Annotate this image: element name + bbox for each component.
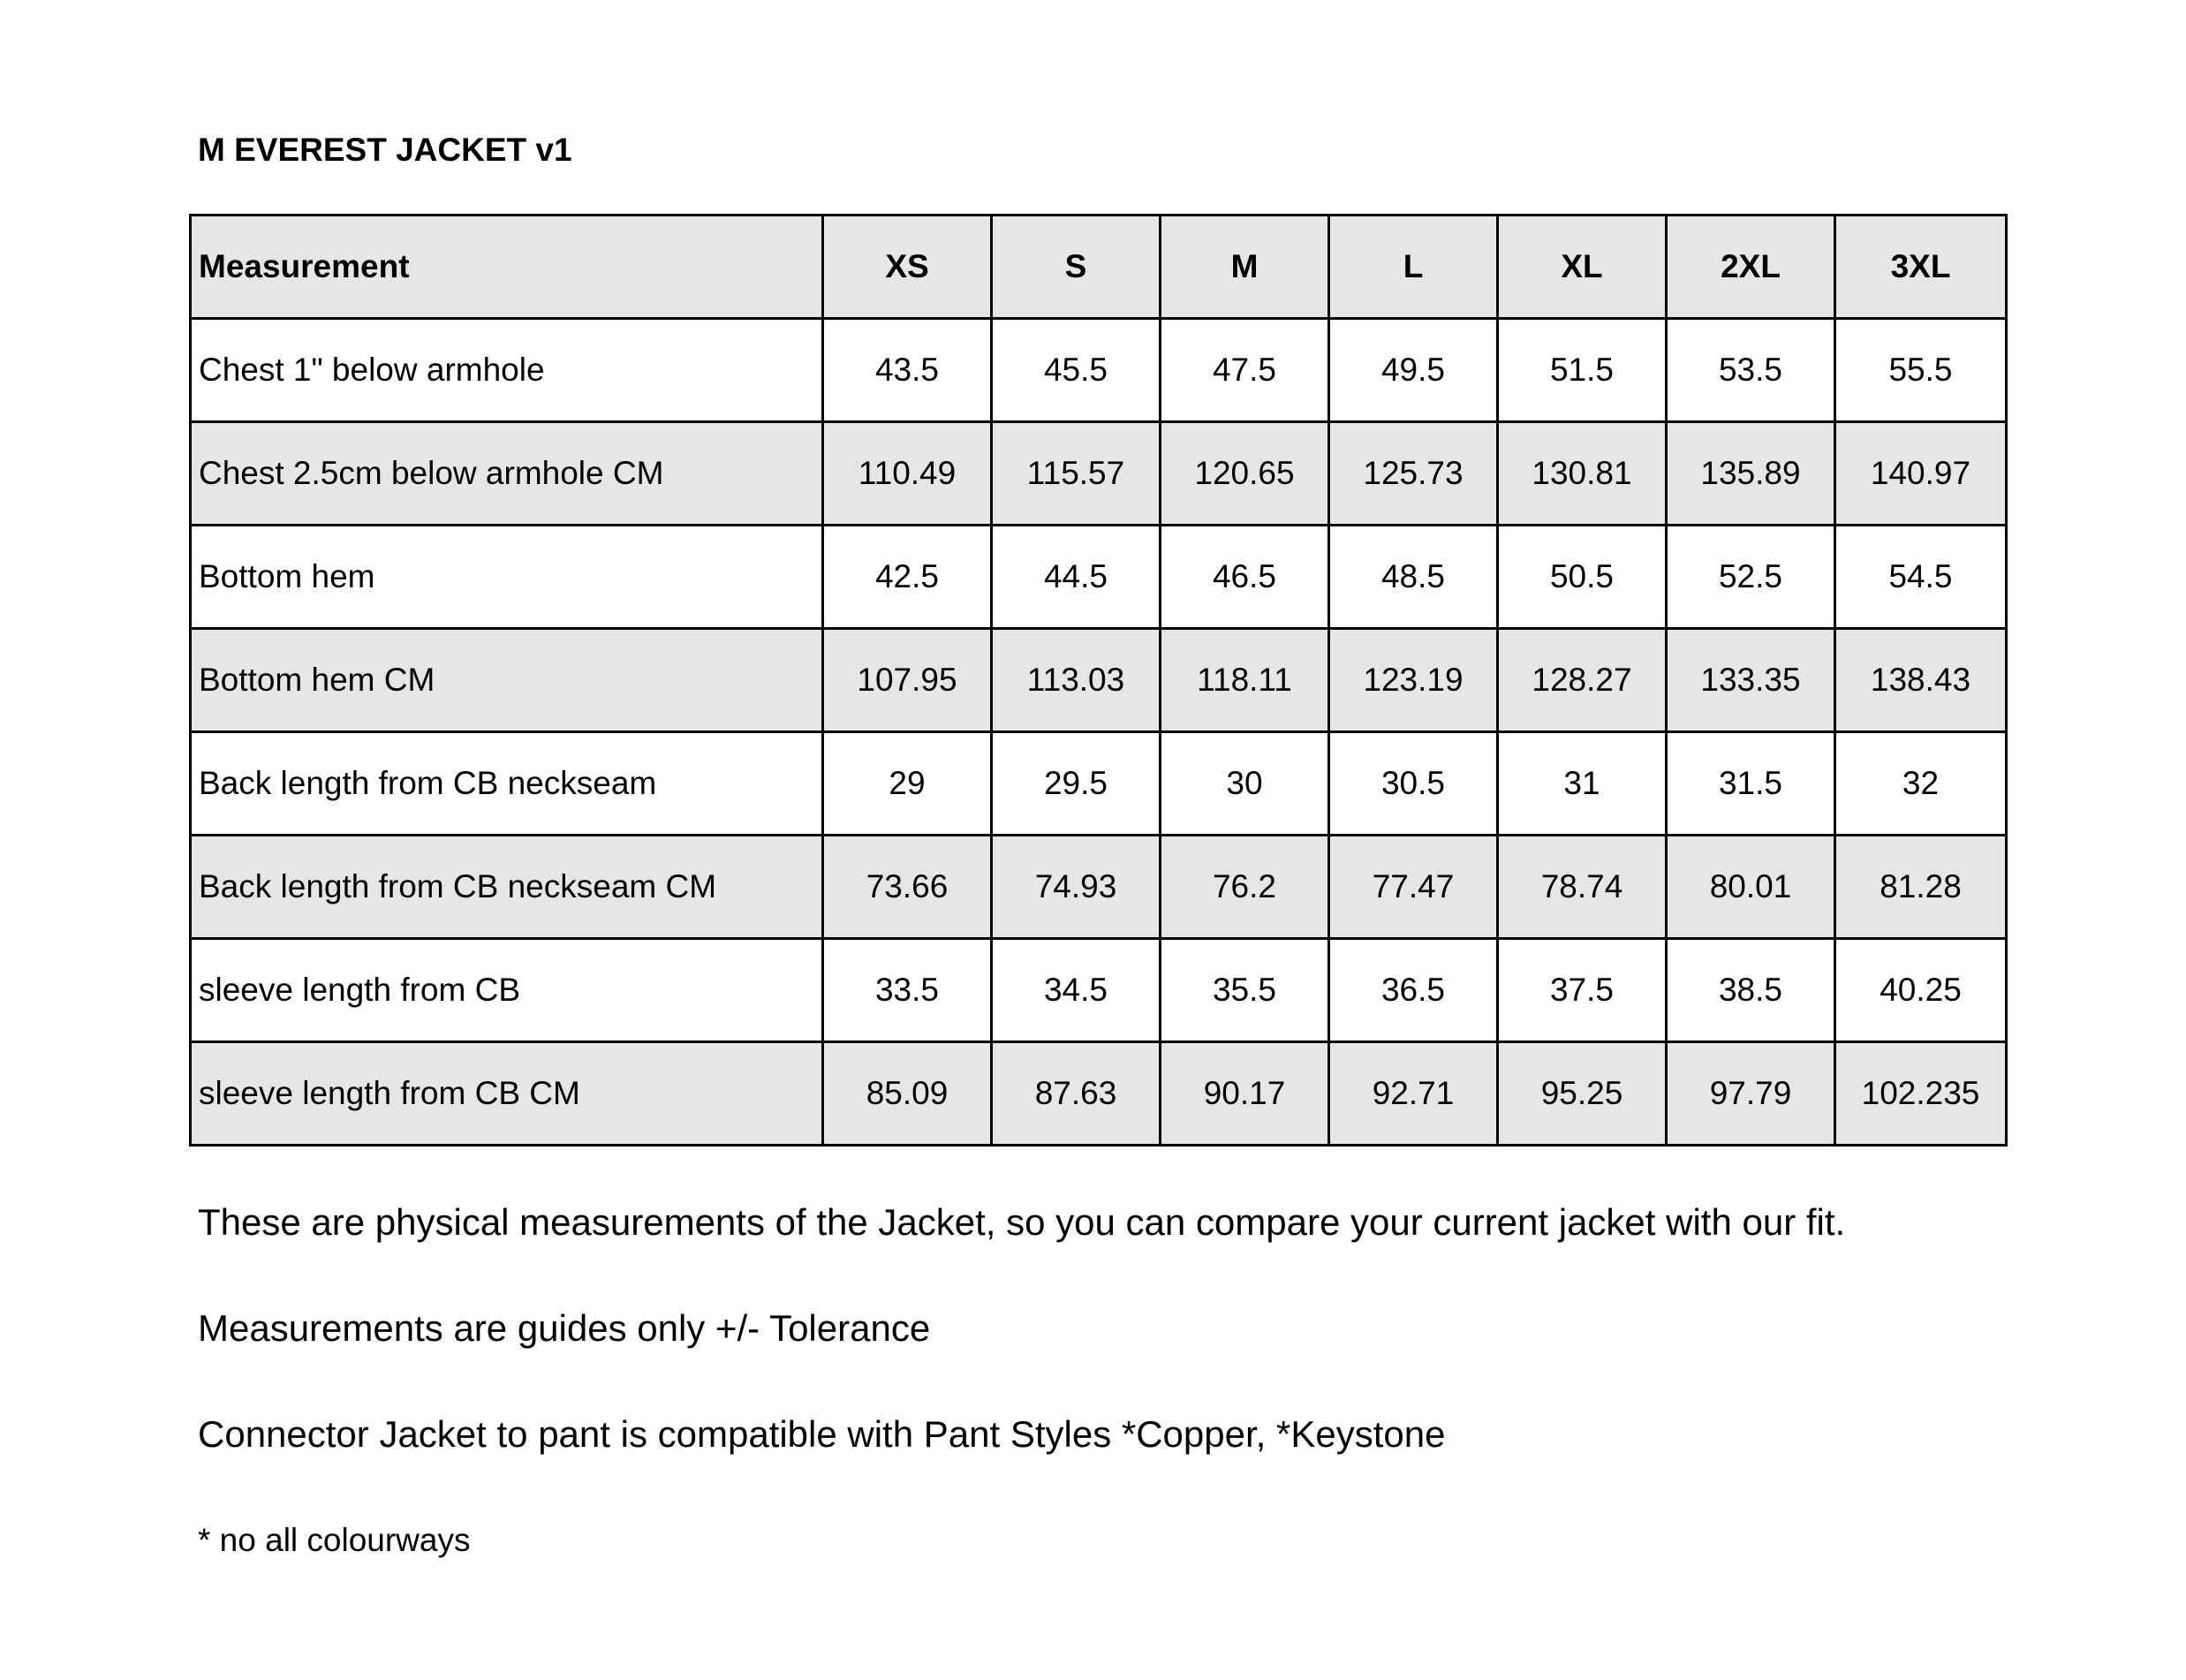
table-cell: 77.47 — [1329, 836, 1498, 939]
table-row — [191, 1042, 2007, 1146]
table-cell: 76.2 — [1161, 836, 1329, 939]
table-cell: 80.01 — [1667, 836, 1835, 939]
table-row — [191, 629, 2007, 732]
table-cell: 46.5 — [1161, 526, 1329, 629]
table-cell: 42.5 — [823, 526, 992, 629]
table-header-row — [191, 216, 2007, 319]
table-cell: 90.17 — [1161, 1042, 1329, 1146]
table-cell: 92.71 — [1329, 1042, 1498, 1146]
table-cell: 113.03 — [992, 629, 1161, 732]
table-cell: 87.63 — [992, 1042, 1161, 1146]
table-cell: 78.74 — [1498, 836, 1667, 939]
note-connector-compatibility: Connector Jacket to pant is compatible with Pant Styles *Copper, *Keystone — [198, 1413, 1446, 1455]
table-cell: 35.5 — [1161, 939, 1329, 1042]
table-cell: 140.97 — [1835, 422, 2007, 526]
table-cell: 128.27 — [1498, 629, 1667, 732]
column-header-size: 3XL — [1835, 216, 2007, 319]
table-cell: 47.5 — [1161, 319, 1329, 422]
table-cell: 29 — [823, 732, 992, 836]
table-cell: 43.5 — [823, 319, 992, 422]
table-cell: 49.5 — [1329, 319, 1498, 422]
table-cell: 29.5 — [992, 732, 1161, 836]
table-cell: 135.89 — [1667, 422, 1835, 526]
table-cell: 50.5 — [1498, 526, 1667, 629]
page-title: M EVEREST JACKET v1 — [198, 132, 572, 168]
table-cell: 36.5 — [1329, 939, 1498, 1042]
row-label: sleeve length from CB CM — [191, 1042, 823, 1146]
table-row — [191, 836, 2007, 939]
table-cell: 44.5 — [992, 526, 1161, 629]
size-chart-table — [189, 214, 2008, 1146]
table-cell: 33.5 — [823, 939, 992, 1042]
table-cell: 52.5 — [1667, 526, 1835, 629]
table-row — [191, 732, 2007, 836]
note-colourways: * no all colourways — [198, 1522, 471, 1558]
table-cell: 118.11 — [1161, 629, 1329, 732]
table-cell: 32 — [1835, 732, 2007, 836]
row-label: Back length from CB neckseam — [191, 732, 823, 836]
table-cell: 31 — [1498, 732, 1667, 836]
table-cell: 73.66 — [823, 836, 992, 939]
table-cell: 45.5 — [992, 319, 1161, 422]
table-cell: 54.5 — [1835, 526, 2007, 629]
table-row — [191, 319, 2007, 422]
table-cell: 125.73 — [1329, 422, 1498, 526]
row-label: Bottom hem — [191, 526, 823, 629]
table-cell: 95.25 — [1498, 1042, 1667, 1146]
table-cell: 37.5 — [1498, 939, 1667, 1042]
column-header-size: 2XL — [1667, 216, 1835, 319]
column-header-size: S — [992, 216, 1161, 319]
row-label: Chest 1" below armhole — [191, 319, 823, 422]
table-cell: 120.65 — [1161, 422, 1329, 526]
note-tolerance: Measurements are guides only +/- Tolerance — [198, 1307, 931, 1349]
column-header-size: XL — [1498, 216, 1667, 319]
table-cell: 110.49 — [823, 422, 992, 526]
table-cell: 48.5 — [1329, 526, 1498, 629]
table-cell: 30 — [1161, 732, 1329, 836]
table-row — [191, 422, 2007, 526]
table-cell: 31.5 — [1667, 732, 1835, 836]
column-header-measurement: Measurement — [191, 216, 823, 319]
table-cell: 30.5 — [1329, 732, 1498, 836]
row-label: Bottom hem CM — [191, 629, 823, 732]
column-header-size: L — [1329, 216, 1498, 319]
table-row — [191, 526, 2007, 629]
table-cell: 55.5 — [1835, 319, 2007, 422]
column-header-size: M — [1161, 216, 1329, 319]
table-cell: 107.95 — [823, 629, 992, 732]
table-cell: 130.81 — [1498, 422, 1667, 526]
table-cell: 51.5 — [1498, 319, 1667, 422]
table-cell: 123.19 — [1329, 629, 1498, 732]
table-cell: 102.235 — [1835, 1042, 2007, 1146]
table-cell: 97.79 — [1667, 1042, 1835, 1146]
row-label: sleeve length from CB — [191, 939, 823, 1042]
table-cell: 138.43 — [1835, 629, 2007, 732]
table-cell: 53.5 — [1667, 319, 1835, 422]
column-header-size: XS — [823, 216, 992, 319]
table-cell: 133.35 — [1667, 629, 1835, 732]
table-cell: 85.09 — [823, 1042, 992, 1146]
table-cell: 34.5 — [992, 939, 1161, 1042]
table-cell: 74.93 — [992, 836, 1161, 939]
row-label: Chest 2.5cm below armhole CM — [191, 422, 823, 526]
row-label: Back length from CB neckseam CM — [191, 836, 823, 939]
note-physical-measurements: These are physical measurements of the Jacket, so you can compare your current jacket with our fit. — [198, 1201, 1846, 1243]
table-cell: 81.28 — [1835, 836, 2007, 939]
table-cell: 40.25 — [1835, 939, 2007, 1042]
table-row — [191, 939, 2007, 1042]
table-cell: 38.5 — [1667, 939, 1835, 1042]
table-cell: 115.57 — [992, 422, 1161, 526]
